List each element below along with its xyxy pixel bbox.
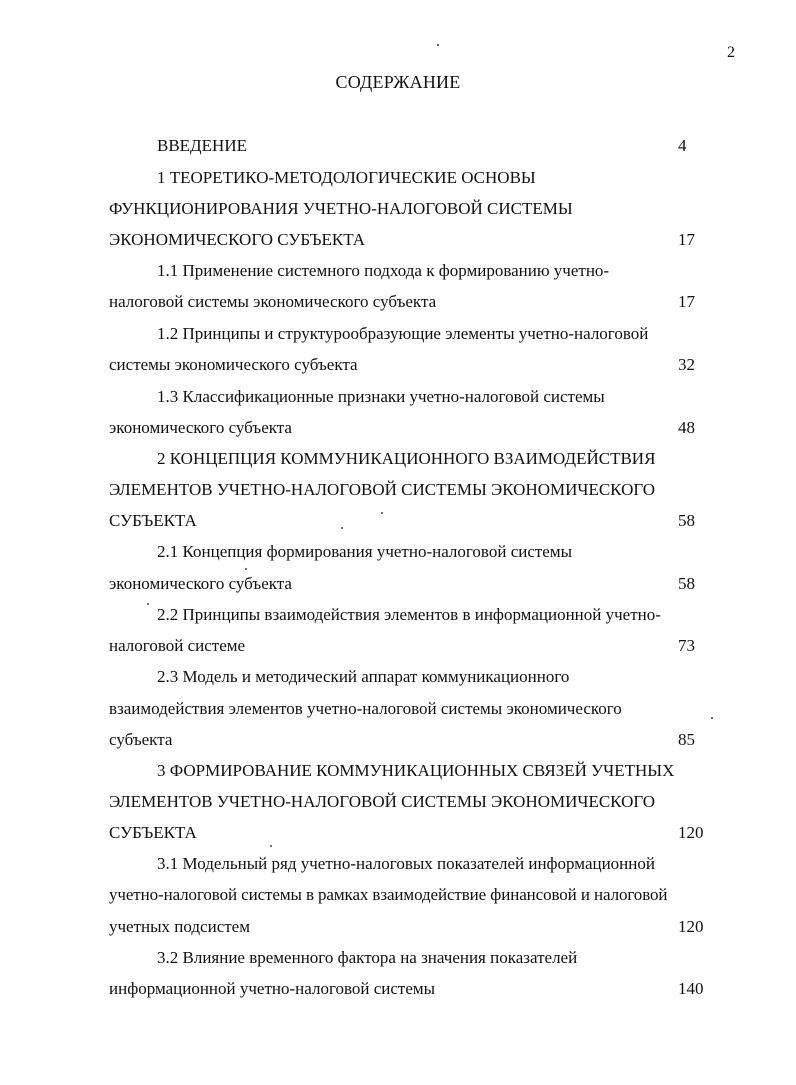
toc-entry-line: 2.1 Концепция формирования учетно-налоговой системы <box>157 542 573 561</box>
toc-page-number: 120 <box>678 917 704 936</box>
toc-page-number: 58 <box>678 574 695 593</box>
toc-entry-line: экономического субъекта <box>109 574 292 593</box>
scan-speck <box>270 845 272 847</box>
scan-speck <box>245 568 247 570</box>
scan-speck <box>437 44 439 46</box>
scan-speck <box>341 527 343 529</box>
toc-entry-line: 3.2 Влияние временного фактора на значения показателей <box>157 948 578 967</box>
toc-entry-line: ВВЕДЕНИЕ <box>157 136 247 155</box>
toc-entry-line: информационной учетно-налоговой системы <box>109 979 436 998</box>
toc-page-number: 73 <box>678 636 695 655</box>
toc-entry-line: 3.1 Модельный ряд учетно-налоговых показателей информационной <box>157 854 655 873</box>
toc-entry-line: 3 ФОРМИРОВАНИЕ КОММУНИКАЦИОННЫХ СВЯЗЕЙ УЧЕТНЫХ <box>157 761 675 780</box>
toc-entry-line: взаимодействия элементов учетно-налоговой системы экономического <box>109 699 622 718</box>
toc-entry-line: ФУНКЦИОНИРОВАНИЯ УЧЕТНО-НАЛОГОВОЙ СИСТЕМЫ <box>109 199 573 218</box>
toc-entry-line: учетно-налоговой системы в рамках взаимодействие финансовой и налоговой <box>109 885 668 904</box>
toc-page-number: 4 <box>678 136 687 155</box>
toc-entry-line: системы экономического субъекта <box>109 355 358 374</box>
toc-page-number: 17 <box>678 230 695 249</box>
toc-page-number: 58 <box>678 511 695 530</box>
toc-entry-line: 2.3 Модель и методический аппарат коммуникационного <box>157 667 570 686</box>
toc-entry-line: СУБЪЕКТА <box>109 511 197 530</box>
toc-page-number: 140 <box>678 979 704 998</box>
toc-entry-line: ЭЛЕМЕНТОВ УЧЕТНО-НАЛОГОВОЙ СИСТЕМЫ ЭКОНОМИЧЕСКОГО <box>109 480 656 499</box>
toc-entry-line: 2.2 Принципы взаимодействия элементов в информационной учетно- <box>157 605 661 624</box>
page-number: 2 <box>727 44 735 61</box>
scan-speck <box>381 512 383 514</box>
toc-entry-line: ЭЛЕМЕНТОВ УЧЕТНО-НАЛОГОВОЙ СИСТЕМЫ ЭКОНОМИЧЕСКОГО <box>109 792 656 811</box>
toc-entry-line: ЭКОНОМИЧЕСКОГО СУБЪЕКТА <box>109 230 366 249</box>
toc-entry-line: налоговой системы экономического субъекта <box>109 292 437 311</box>
toc-page-number: 48 <box>678 418 695 437</box>
toc-entry-line: учетных подсистем <box>109 917 250 936</box>
scan-speck <box>711 717 713 719</box>
toc-entry-line: 1.2 Принципы и структурообразующие элементы учетно-налоговой <box>157 324 649 343</box>
toc-entry-line: субъекта <box>109 730 173 749</box>
toc-entry-line: экономического субъекта <box>109 418 292 437</box>
toc-page-number: 120 <box>678 823 704 842</box>
toc-entry-line: 1 ТЕОРЕТИКО-МЕТОДОЛОГИЧЕСКИЕ ОСНОВЫ <box>157 168 536 187</box>
scan-speck <box>147 603 149 605</box>
toc-entry-line: СУБЪЕКТА <box>109 823 197 842</box>
toc-page-number: 32 <box>678 355 695 374</box>
page-title: СОДЕРЖАНИЕ <box>335 72 461 92</box>
toc-page-number: 85 <box>678 730 695 749</box>
toc-entry-line: 1.1 Применение системного подхода к формированию учетно- <box>157 261 610 280</box>
toc-page-number: 17 <box>678 292 695 311</box>
toc-entry-line: 2 КОНЦЕПЦИЯ КОММУНИКАЦИОННОГО ВЗАИМОДЕЙСТВИЯ <box>157 449 656 468</box>
toc-entry-line: налоговой системе <box>109 636 246 655</box>
toc-entry-line: 1.3 Классификационные признаки учетно-налоговой системы <box>157 387 605 406</box>
